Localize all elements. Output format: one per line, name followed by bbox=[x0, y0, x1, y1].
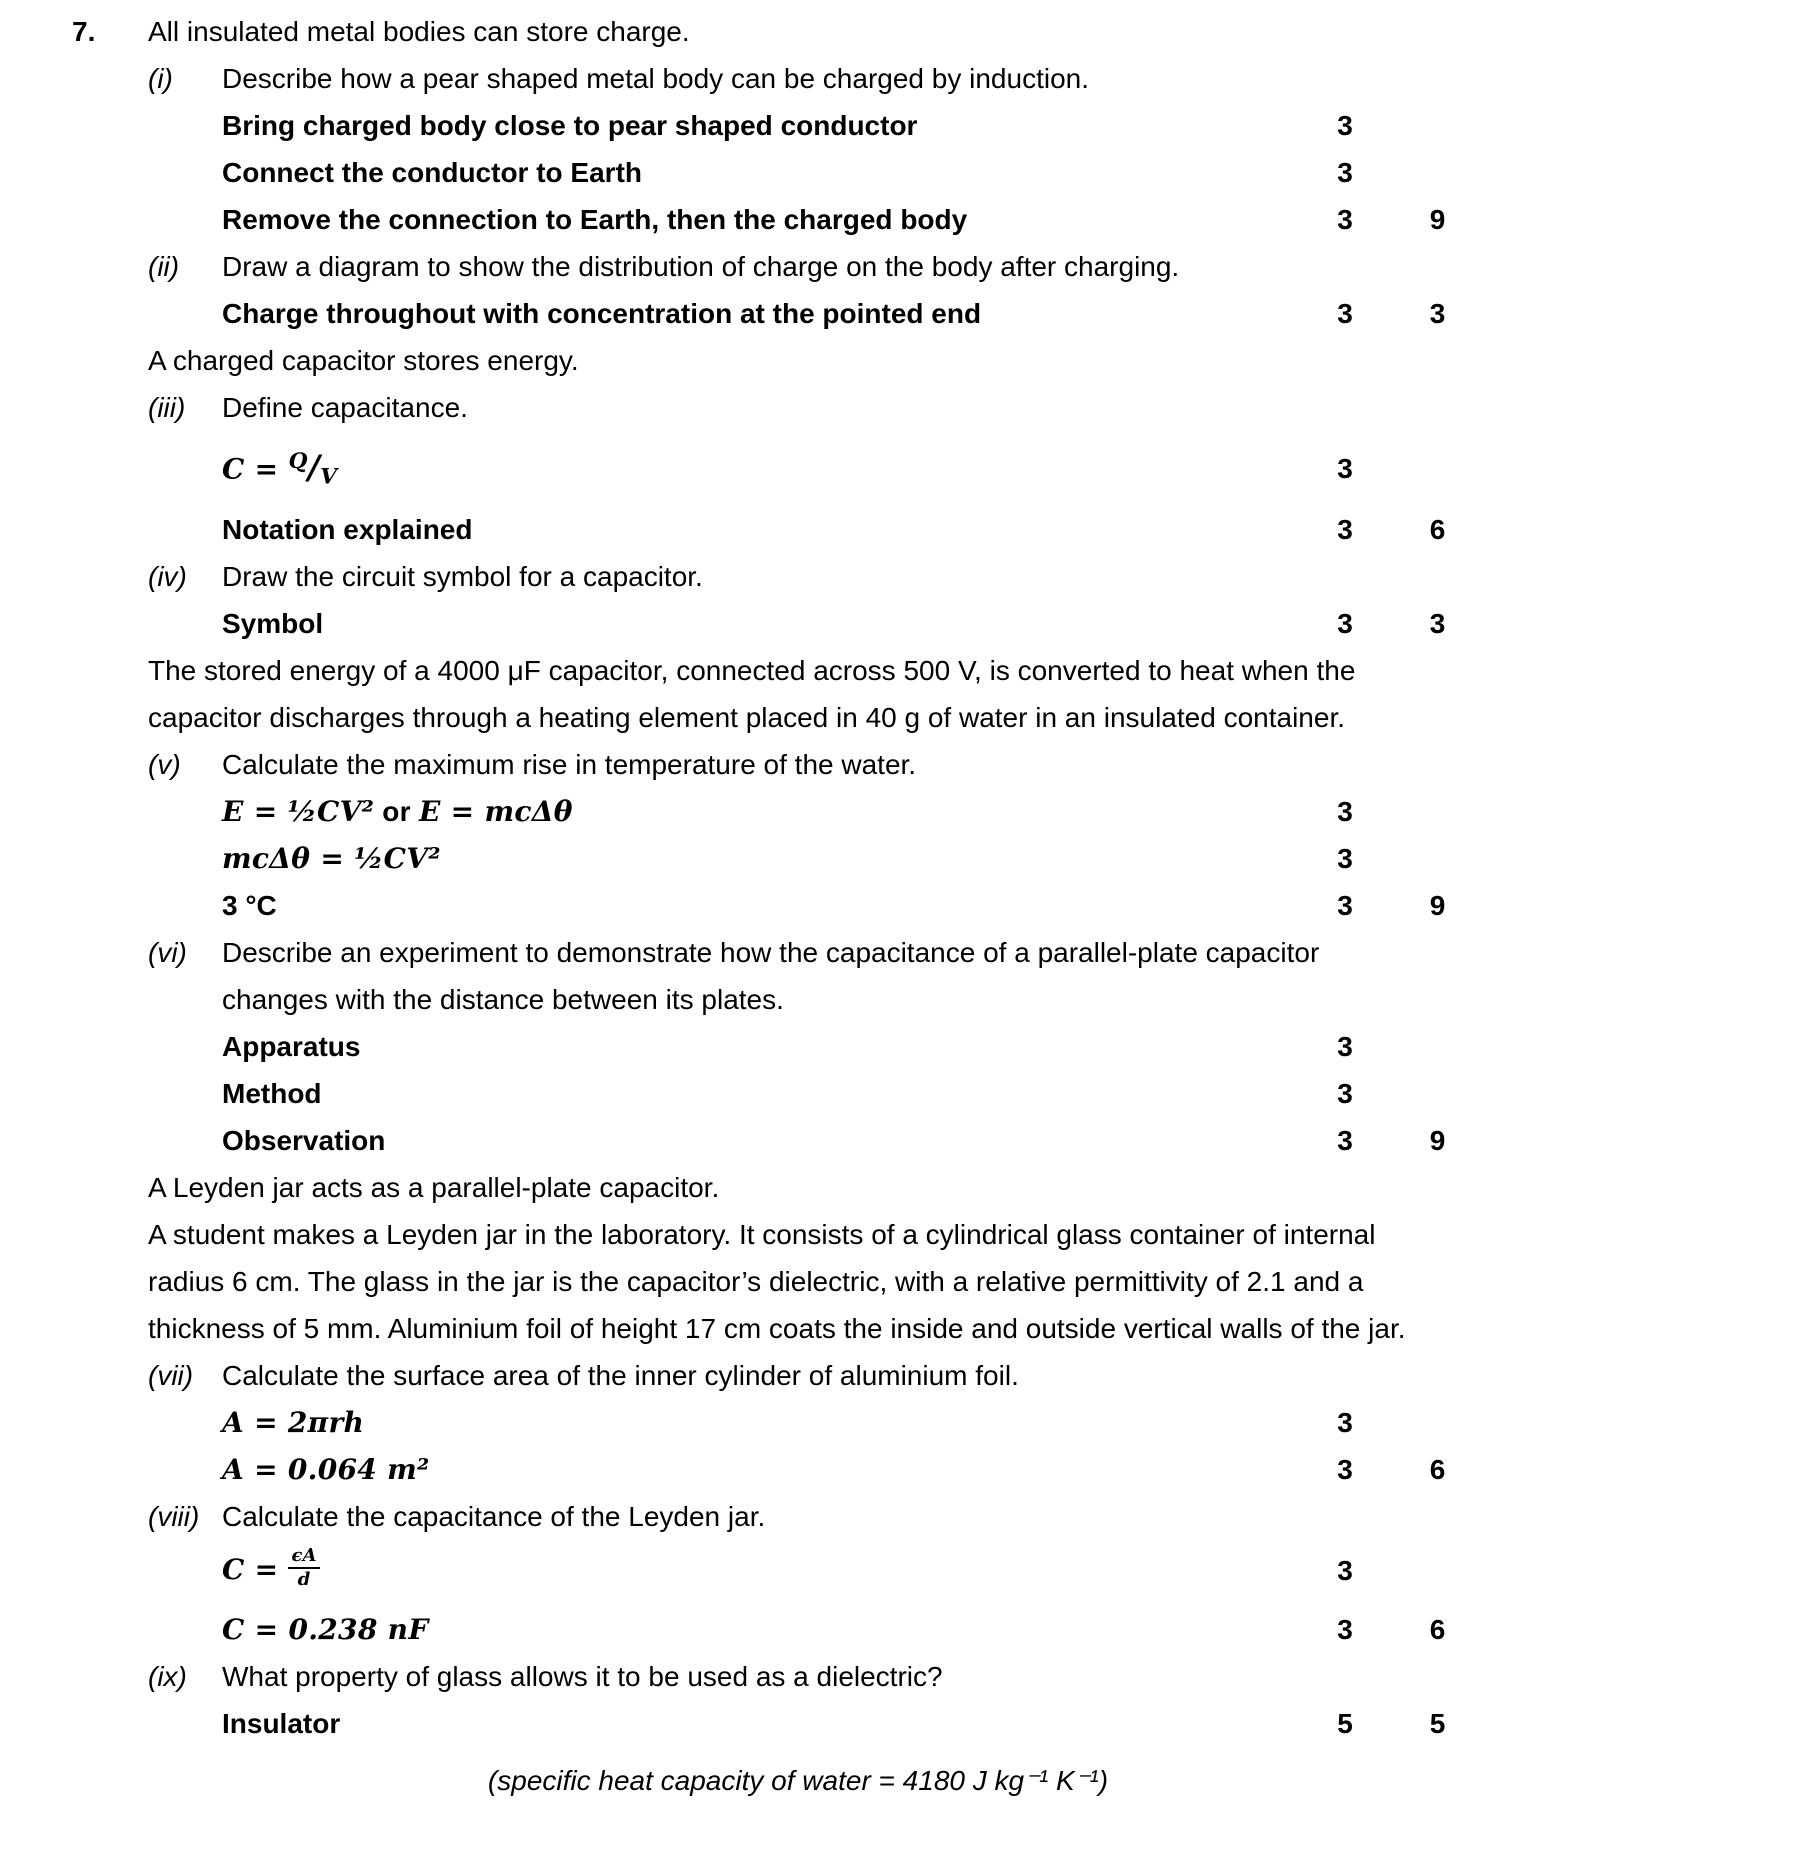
marking-point-text: 3 °C bbox=[222, 890, 277, 922]
part-label: (vii) bbox=[148, 1360, 194, 1392]
marking-point-row bbox=[72, 600, 1818, 647]
formula-capacitance-value: C = 0.238 nF bbox=[222, 1613, 429, 1647]
point-mark: 3 bbox=[1337, 1614, 1353, 1646]
marking-point-row bbox=[72, 149, 1818, 196]
part-row-ix bbox=[72, 1653, 1818, 1700]
part-row-vi bbox=[72, 929, 1818, 1023]
point-mark: 3 bbox=[1337, 452, 1353, 484]
stem-line: radius 6 cm. The glass in the jar is the capacitor’s dielectric, with a relative permittivity of 2.1 and a bbox=[148, 1266, 1364, 1298]
formula-row-area bbox=[72, 1399, 1818, 1446]
part-label: (vi) bbox=[148, 937, 187, 969]
stem-line: capacitor discharges through a heating element placed in 40 g of water in an insulated container. bbox=[148, 702, 1345, 734]
question-number: 7. bbox=[72, 16, 96, 47]
formula-equating: mcΔθ = ½CV² bbox=[222, 842, 441, 876]
point-mark: 3 bbox=[1337, 157, 1353, 188]
marking-point-row bbox=[72, 1700, 1818, 1747]
part-text-line: changes with the distance between its plates. bbox=[222, 984, 784, 1016]
formula-lead: C = bbox=[222, 1553, 289, 1587]
part-text bbox=[222, 929, 1320, 1023]
stem-text bbox=[148, 1211, 1485, 1352]
point-mark: 5 bbox=[1337, 1708, 1353, 1740]
subtotal-mark: 9 bbox=[1429, 1125, 1446, 1157]
marking-point-row bbox=[72, 506, 1818, 553]
marking-point-row bbox=[72, 290, 1818, 337]
part-text: Describe how a pear shaped metal body can be charged by induction. bbox=[222, 63, 1089, 94]
formula-capacitance-definition bbox=[222, 431, 1300, 506]
marking-point-text: Method bbox=[222, 1078, 322, 1110]
point-mark: 3 bbox=[1337, 1031, 1353, 1063]
part-label: (ix) bbox=[148, 1661, 187, 1693]
part-row-v bbox=[72, 741, 1818, 788]
part-row-vii bbox=[72, 1352, 1818, 1399]
point-mark: 3 bbox=[1337, 843, 1353, 875]
part-row-iv bbox=[72, 553, 1818, 600]
part-text: Calculate the maximum rise in temperature of the water. bbox=[222, 749, 917, 781]
formula-energy-capacitor: E = ½CV² bbox=[222, 795, 375, 829]
part-text: Draw a diagram to show the distribution of charge on the body after charging. bbox=[222, 251, 1180, 282]
question-stem-row bbox=[72, 8, 1818, 55]
subtotal-mark: 6 bbox=[1429, 1454, 1446, 1486]
formula-slash: / bbox=[307, 447, 321, 487]
formula-denominator: V bbox=[320, 463, 338, 490]
point-mark: 3 bbox=[1337, 1407, 1353, 1439]
part-label: (viii) bbox=[148, 1501, 200, 1533]
footnote-specific-heat: (specific heat capacity of water = 4180 J kg⁻¹ K⁻¹) bbox=[487, 1765, 1109, 1797]
stem-text bbox=[148, 647, 1485, 741]
stem-row bbox=[72, 337, 1818, 384]
part-row-i bbox=[72, 55, 1818, 102]
subtotal-mark: 3 bbox=[1429, 608, 1446, 640]
formula-area-value: A = 0.064 m² bbox=[222, 1453, 430, 1487]
part-label: (v) bbox=[148, 749, 181, 781]
part-row-iii bbox=[72, 384, 1818, 431]
stem-text: A Leyden jar acts as a parallel-plate capacitor. bbox=[148, 1172, 720, 1204]
marking-point-text: Apparatus bbox=[222, 1031, 361, 1063]
point-mark: 3 bbox=[1337, 1554, 1353, 1586]
point-mark: 3 bbox=[1337, 1078, 1353, 1110]
part-text: Draw the circuit symbol for a capacitor. bbox=[222, 561, 703, 593]
marking-point-row bbox=[72, 102, 1818, 149]
part-row-ii bbox=[72, 243, 1818, 290]
subtotal-mark: 6 bbox=[1429, 1614, 1446, 1646]
formula-row-capacitance bbox=[72, 1540, 1818, 1606]
formula-lead: C = bbox=[222, 452, 289, 486]
stem-text: A charged capacitor stores energy. bbox=[148, 345, 579, 376]
stem-row bbox=[72, 647, 1818, 741]
formula-energy bbox=[222, 788, 1300, 835]
part-label: (i) bbox=[148, 63, 173, 94]
marking-point-row bbox=[72, 1117, 1818, 1164]
marking-point-text: Connect the conductor to Earth bbox=[222, 157, 642, 188]
formula-capacitance bbox=[222, 1546, 1300, 1594]
part-label: (iv) bbox=[148, 561, 187, 593]
point-mark: 3 bbox=[1337, 890, 1353, 922]
marking-point-text: Charge throughout with concentration at the pointed end bbox=[222, 298, 982, 329]
point-mark: 3 bbox=[1337, 298, 1353, 329]
marking-point-text: Bring charged body close to pear shaped conductor bbox=[222, 110, 918, 141]
formula-or-connector: or bbox=[374, 796, 419, 828]
point-mark: 3 bbox=[1337, 796, 1353, 828]
part-label: (iii) bbox=[148, 392, 186, 423]
part-row-viii bbox=[72, 1493, 1818, 1540]
formula-row-capacitance-definition bbox=[72, 431, 1818, 506]
formula-row-capacitance-value bbox=[72, 1606, 1818, 1653]
formula-row-equating bbox=[72, 835, 1818, 882]
formula-fraction bbox=[288, 1545, 319, 1590]
formula-numerator: ϵA bbox=[288, 1545, 319, 1569]
formula-area: A = 2πrh bbox=[222, 1406, 365, 1440]
part-text: Calculate the surface area of the inner cylinder of aluminium foil. bbox=[222, 1360, 1019, 1392]
formula-row-energy bbox=[72, 788, 1818, 835]
marking-point-text: Notation explained bbox=[222, 514, 473, 546]
marking-point-text: Symbol bbox=[222, 608, 324, 640]
subtotal-mark: 5 bbox=[1429, 1708, 1446, 1740]
part-text: Calculate the capacitance of the Leyden jar. bbox=[222, 1501, 766, 1533]
formula-denominator: d bbox=[297, 1568, 311, 1590]
marking-point-text: Remove the connection to Earth, then the charged body bbox=[222, 204, 968, 235]
point-mark: 3 bbox=[1337, 514, 1353, 546]
stem-row bbox=[72, 1211, 1818, 1352]
point-mark: 3 bbox=[1337, 110, 1353, 141]
stem-line: A student makes a Leyden jar in the laboratory. It consists of a cylindrical glass container of internal bbox=[148, 1219, 1376, 1251]
marking-point-text: Observation bbox=[222, 1125, 386, 1157]
marking-point-row bbox=[72, 882, 1818, 929]
question-stem-text: All insulated metal bodies can store charge. bbox=[148, 16, 690, 47]
point-mark: 3 bbox=[1337, 608, 1353, 640]
subtotal-mark: 9 bbox=[1429, 890, 1446, 922]
formula-numerator: Q bbox=[288, 448, 308, 474]
part-text: What property of glass allows it to be used as a dielectric? bbox=[222, 1661, 943, 1693]
subtotal-mark: 9 bbox=[1429, 204, 1446, 235]
stem-row bbox=[72, 1164, 1818, 1211]
part-label: (ii) bbox=[148, 251, 180, 282]
stem-line: thickness of 5 mm. Aluminium foil of height 17 cm coats the inside and outside vertical walls of the jar. bbox=[148, 1313, 1406, 1345]
formula-energy-heat: E = mcΔθ bbox=[418, 795, 573, 829]
part-text-line: Describe an experiment to demonstrate how the capacitance of a parallel-plate capacitor bbox=[222, 937, 1320, 969]
part-text: Define capacitance. bbox=[222, 392, 468, 423]
marking-point-row bbox=[72, 1023, 1818, 1070]
point-mark: 3 bbox=[1337, 1454, 1353, 1486]
marking-point-row bbox=[72, 1070, 1818, 1117]
formula-row-area-value bbox=[72, 1446, 1818, 1493]
subtotal-mark: 6 bbox=[1429, 514, 1446, 546]
marking-point-text: Insulator bbox=[222, 1708, 341, 1740]
point-mark: 3 bbox=[1337, 1125, 1353, 1157]
stem-line: The stored energy of a 4000 μF capacitor, connected across 500 V, is converted to heat when the bbox=[148, 655, 1356, 687]
subtotal-mark: 3 bbox=[1429, 298, 1446, 329]
marking-point-row bbox=[72, 196, 1818, 243]
point-mark: 3 bbox=[1337, 204, 1353, 235]
